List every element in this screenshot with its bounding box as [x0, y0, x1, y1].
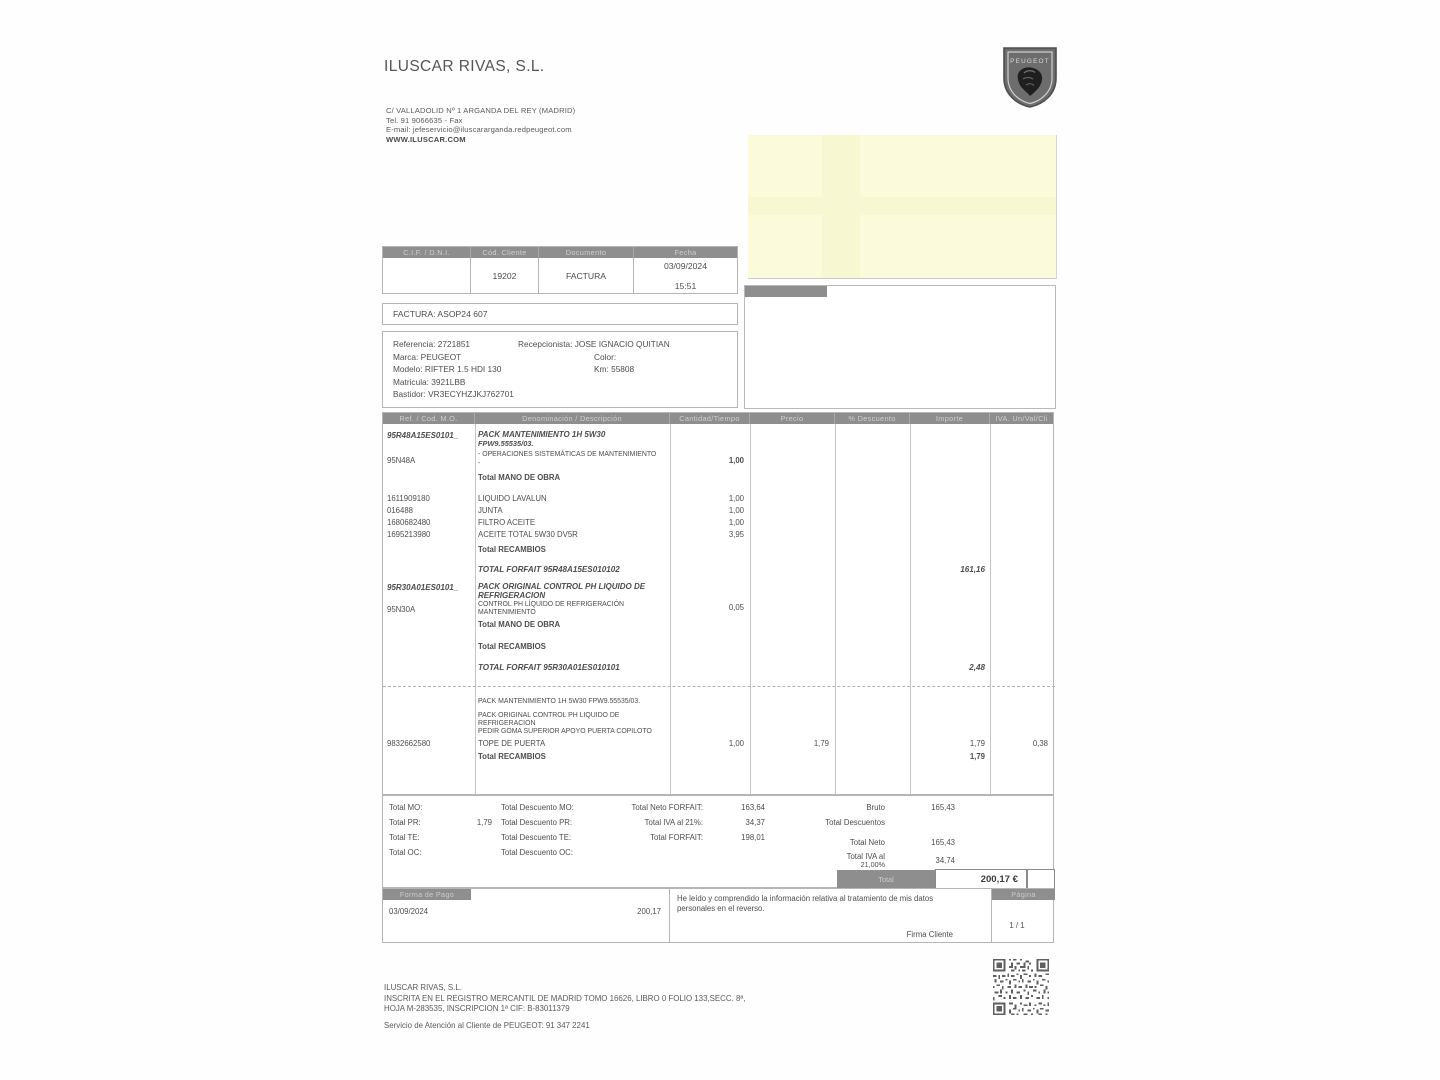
company-phone: Tel. 91 9066635 - Fax: [386, 115, 463, 125]
pack1-forfait-label: TOTAL FORFAIT 95R48A15ES010102: [478, 565, 620, 574]
pack1-labour-qty: 1,00: [728, 456, 744, 465]
pack2-title-2: REFRIGERACION: [478, 591, 546, 600]
invoice-number-box: FACTURA: ASOP24 607: [382, 303, 738, 325]
total-pr-value: 1,79: [476, 818, 492, 827]
vehicle-row-plate: [393, 376, 737, 389]
receptionist-field: Recepcionista: JOSE IGNACIO QUITIAN: [518, 339, 670, 349]
document-type-value: FACTURA: [539, 258, 634, 294]
iva-21-value: 34,37: [745, 818, 765, 827]
total-forfait-value: 198,01: [741, 833, 765, 842]
document-info-value-row: [383, 258, 737, 294]
loose-note-1: PACK MANTENIMIENTO 1H 5W30 FPW9.55535/03.: [478, 698, 641, 705]
reference-field: Referencia: 2721851: [393, 339, 471, 349]
grand-total-spacer: [1027, 869, 1055, 889]
brand-field: Marca: PEUGEOT: [393, 351, 462, 362]
svg-text:PEUGEOT: PEUGEOT: [1010, 58, 1050, 65]
section-divider: [383, 686, 1055, 687]
model-field: Modelo: RIFTER 1.5 HDI 130: [393, 364, 502, 375]
client-code-value: 19202: [471, 258, 539, 294]
qr-code-icon: [988, 957, 1054, 1017]
pack1-labour-desc: - OPERACIONES SISTEMÁTICAS DE MANTENIMIENTO: [478, 451, 657, 458]
pack2-title-1: PACK ORIGINAL CONTROL PH LIQUIDO DE: [478, 582, 646, 591]
company-name: ILUSCAR RIVAS, S.L.: [384, 58, 545, 75]
totals-section: [382, 795, 1054, 888]
pack1-part-desc-0: LIQUIDO LAVALUN: [478, 494, 547, 503]
peugeot-logo-icon: [1000, 44, 1060, 110]
col-discount-header: % Descuento: [835, 413, 910, 424]
vehicle-row-reference: [393, 338, 737, 351]
company-address-block: [386, 106, 575, 144]
secondary-info-box: [744, 285, 1056, 409]
pack1-part-desc-1: JUNTA: [478, 506, 503, 515]
page-number: 1 / 1: [1009, 921, 1025, 930]
pack1-part-ref-1: 016488: [387, 506, 414, 515]
neto-forfait-label: Total Neto FORFAIT:: [631, 803, 703, 812]
pack1-part-ref-2: 1680682480: [387, 518, 431, 527]
loose-total-parts-value: 1,79: [969, 752, 985, 761]
pack2-labour-code: 95N30A: [387, 605, 416, 614]
pack2-forfait-label: TOTAL FORFAIT 95R30A01ES010101: [478, 663, 620, 672]
pack1-part-qty-1: 1,00: [728, 506, 744, 515]
loose-note-4: PEDIR GOMA SUPERIOR APOYO PUERTA COPILOTO: [478, 728, 652, 735]
secondary-info-box-header: [745, 286, 827, 297]
col-client-code: Cód. Cliente: [471, 247, 539, 258]
pack2-total-parts-label: Total RECAMBIOS: [478, 642, 546, 651]
grand-total-label: Total: [837, 870, 935, 889]
col-amount-header: Importe: [910, 413, 990, 424]
total-neto-value: 165,43: [931, 838, 955, 847]
pack1-labour-code: 95N48A: [387, 456, 416, 465]
redacted-customer-block: [748, 135, 1057, 279]
pack2-labour-desc: CONTROL PH LÍQUIDO DE REFRIGERACIÓN: [478, 601, 624, 608]
col-price-header: Precio: [750, 413, 835, 424]
pack1-part-qty-0: 1,00: [728, 494, 744, 503]
customer-service-line: Servicio de Atención al Cliente de PEUGEOT: 91 347 2241: [384, 1020, 590, 1030]
legal-line-2: INSCRITA EN EL REGISTRO MERCANTIL DE MADRID TOMO 16626, LIBRO 0 FOLIO 133,SECC. 8ª,: [384, 993, 746, 1003]
total-forfait-label: Total FORFAIT:: [650, 833, 703, 842]
pack1-labour-desc-2: -: [478, 460, 481, 467]
page-header-label: Página: [992, 889, 1055, 900]
pack1-part-ref-3: 1695213980: [387, 530, 431, 539]
line-items-table: [382, 412, 1054, 795]
total-mo-label: Total MO:: [389, 803, 423, 812]
payment-amount: 200,17: [637, 907, 661, 916]
pack2-code: 95R30A01ES0101_: [387, 583, 459, 592]
loose-part-qty: 1,00: [728, 739, 744, 748]
pack2-forfait-value: 2,48: [969, 663, 985, 672]
time-text: 15:51: [674, 281, 697, 291]
discount-mo-label: Total Descuento MO:: [501, 803, 574, 812]
payment-date: 03/09/2024: [389, 907, 429, 916]
company-website: WWW.ILUSCAR.COM: [386, 134, 466, 144]
bruto-label: Bruto: [866, 803, 885, 812]
pack1-title-1: PACK MANTENIMIENTO 1H 5W30: [478, 430, 606, 439]
col-document: Documento: [539, 247, 634, 258]
loose-part-price: 1,79: [813, 739, 829, 748]
grand-total-value: 200,17 €: [935, 869, 1027, 889]
line-items-header-row: [383, 413, 1053, 424]
col-desc-header: Denominación / Descripción: [475, 413, 670, 424]
company-street: C/ VALLADOLID Nº 1 ARGANDA DEL REY (MADRID): [386, 106, 576, 115]
pack2-labour-qty: 0,05: [728, 603, 744, 612]
km-field: Km: 55808: [594, 364, 635, 375]
col-qty-header: Cantidad/Tiempo: [670, 413, 750, 424]
pack1-part-desc-2: FILTRO ACEITE: [478, 518, 536, 527]
iva-21-label: Total IVA al 21%:: [644, 818, 703, 827]
loose-note-3: REFRIGERACION: [478, 720, 536, 727]
total-iva-value: 34,74: [935, 856, 955, 865]
document-info-table: [382, 246, 738, 294]
date-text: 03/09/2024: [663, 261, 707, 271]
client-signature-label: Firma Cliente: [906, 930, 953, 939]
loose-part-ref: 9832662580: [387, 739, 431, 748]
pack2-labour-desc-2: MANTENIMIENTO: [478, 609, 536, 616]
pack1-total-labour-label: Total MANO DE OBRA: [478, 473, 561, 482]
payment-footer: [382, 888, 1054, 943]
total-neto-label: Total Neto: [849, 838, 885, 847]
cif-value: [383, 258, 471, 294]
pack2-total-labour-label: Total MANO DE OBRA: [478, 620, 561, 629]
vehicle-row-vin: [393, 388, 737, 401]
pack1-part-qty-3: 3,95: [728, 530, 744, 539]
date-value: [634, 258, 737, 294]
loose-part-amount: 1,79: [969, 739, 985, 748]
total-pr-label: Total PR:: [389, 818, 421, 827]
legal-line-3: HOJA M-283535, INSCRIPCION 1ª CIF: B-83011379: [384, 1004, 570, 1013]
consent-line-2: personales en el reverso.: [677, 904, 765, 913]
vehicle-row-brand: [393, 351, 737, 364]
document-info-header-row: [383, 247, 737, 258]
loose-part-iva: 0,38: [1032, 739, 1048, 748]
total-te-label: Total TE:: [389, 833, 420, 842]
vehicle-row-model: [393, 363, 737, 376]
pack1-total-parts-label: Total RECAMBIOS: [478, 545, 546, 554]
neto-forfait-value: 163,64: [741, 803, 765, 812]
col-cif: C.I.F. / D.N.I.: [383, 247, 471, 258]
pack1-code: 95R48A15ES0101_: [387, 431, 459, 440]
bruto-value: 165,43: [931, 803, 955, 812]
plate-field: Matricula: 3921LBB: [393, 376, 466, 387]
discount-pr-label: Total Descuento PR:: [501, 818, 573, 827]
col-iva-header: IVA. Un/Val/Cli: [995, 414, 1048, 423]
loose-part-desc: TOPE DE PUERTA: [478, 739, 546, 748]
total-discounts-label: Total Descuentos: [825, 818, 885, 827]
pack1-forfait-value: 161,16: [960, 565, 985, 574]
company-email: E-mail: jefeservicio@iluscararganda.redpeugeot.com: [386, 125, 572, 135]
consent-line-1: He leído y comprendido la información relativa al tratamiento de mis datos: [677, 894, 934, 903]
total-iva-rate: 21,00%: [860, 860, 885, 869]
pack1-part-ref-0: 1611909180: [387, 494, 430, 503]
discount-oc-label: Total Descuento OC:: [501, 848, 573, 857]
col-date: Fecha: [674, 248, 697, 257]
vin-field: Bastidor: VR3ECYHZJKJ762701: [393, 389, 514, 400]
vehicle-info-box: [382, 331, 738, 408]
legal-line-1: ILUSCAR RIVAS, S.L.: [384, 983, 462, 992]
loose-note-2: PACK ORIGINAL CONTROL PH LIQUIDO DE: [478, 712, 620, 719]
payment-method-header: Forma de Pago: [383, 889, 471, 900]
legal-footer: [384, 983, 745, 1031]
col-ref-header: Ref. / Cod. M.O.: [383, 413, 475, 424]
color-field: Color:: [594, 351, 617, 362]
discount-te-label: Total Descuento TE:: [501, 833, 572, 842]
pack1-part-qty-2: 1,00: [728, 518, 744, 527]
pack1-title-2: FPW9.55535/03.: [478, 439, 534, 448]
loose-total-parts-label: Total RECAMBIOS: [478, 752, 546, 761]
total-oc-label: Total OC:: [389, 848, 422, 857]
total-iva-label: Total IVA al: [846, 852, 885, 861]
pack1-part-desc-3: ACEITE TOTAL 5W30 DV5R: [478, 530, 578, 539]
